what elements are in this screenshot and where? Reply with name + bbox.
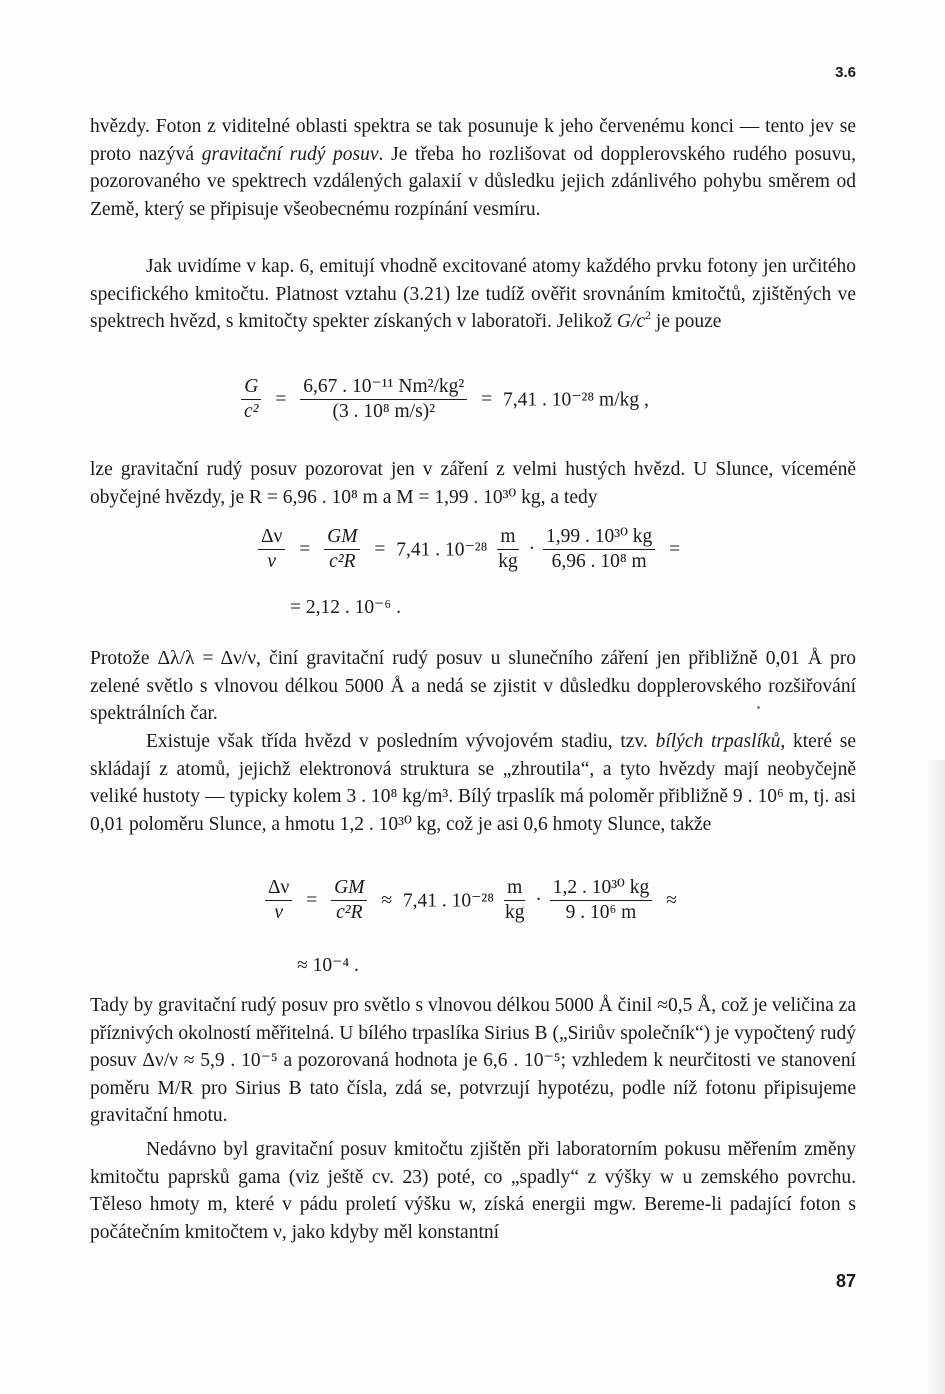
eq1-lhs-fraction: $\frac{G}{\text{c²}}$: [241, 376, 262, 423]
paragraph-7: Nedávno byl gravitační posuv kmitočtu zjištěn při laboratorním pokusu měřením změny kmitočtu paprsků gama (viz ještě cv. 23) poté, co „spadly“ z výšky w u zemského povrchu. Těleso hmoty m, které v pádu proletí výšku w, získá energii mgw. Bereme-li padající foton s počátečním kmitočtem ν, jako kdyby měl konstantní: [90, 1139, 856, 1243]
section-number: 3.6: [835, 64, 856, 81]
p2-text-a: Jak uvidíme v kap. 6, emitují vhodně excitované atomy každého prvku fotony jen určitého specifického kmitočtu. Platnost vztahu (3.21) lze tudíž ověřit srovnáním kmitočtů, zjištěných ve spektrech hvězd, s kmitočty spekter získaných v laboratoři. Jelikož: [90, 256, 856, 333]
equation-2: $\frac{\Delta\nu}{\nu}$ = $\frac{GM}{\text{c²R}}$ = 7,41 . 10⁻²⁸ $\frac{m}{kg}$ · $\frac{\text{1,99 . 10³⁰ kg}}{\text{6,96 . 10⁸ m}}$ =: [255, 526, 686, 573]
p1-emphasis: gravitační rudý posuv: [201, 143, 379, 165]
paragraph-4: Protože Δλ/λ = Δν/ν, činí gravitační rudý posuv u slunečního záření jen přibližně 0,01 Å pro zelené světlo s vlnovou délkou 5000 Å a nedá se zjistit v důsledku dopplerovského rozšiřování spektrálních čar.: [90, 648, 856, 725]
paragraph-1: [90, 113, 856, 223]
eq2-lhs-fraction: $\frac{\Delta\nu}{\nu}$: [258, 526, 285, 573]
p5-text-a: Existuje však třída hvězd v posledním vývojovém stadiu, tzv.: [146, 731, 656, 752]
p2-emphasis: G/c: [616, 311, 646, 333]
eq3-values-fraction: $\frac{\text{1,2 . 10³⁰ kg}}{\text{9 . 10⁶ m}}$: [550, 877, 653, 924]
eq2-gm-fraction: $\frac{GM}{\text{c²R}}$: [324, 526, 360, 573]
p5-emphasis: bílých trpaslíků: [655, 731, 781, 752]
p1-text-a: hvězdy. Foton z viditelné oblasti spektra se tak posunuje k jeho červenému konci — tento jev se proto nazývá: [90, 116, 856, 165]
equation-2-result: = 2,12 . 10⁻⁶ .: [290, 597, 401, 618]
eq2-unit-fraction: $\frac{m}{kg}$: [498, 526, 518, 572]
equation-3: $\frac{\Delta\nu}{\nu}$ = $\frac{GM}{\text{c²R}}$ ≈ 7,41 . 10⁻²⁸ $\frac{m}{kg}$ · $\frac{\text{1,2 . 10³⁰ kg}}{\text{9 . 10⁶ m}}$ ≈: [262, 877, 683, 924]
eq1-mid-fraction: $\frac{\text{6,67 . 10⁻¹¹ Nm²/kg²}}{\text{(3 . 10⁸ m/s)²}}$: [300, 376, 467, 423]
paragraph-2: [90, 253, 856, 336]
p1-text-b: . Je třeba ho rozlišovat od dopplerovského rudého posuvu, pozorovaného ve spektrech vzdálených galaxií v důsledku jejich zdánlivého pohybu směrem od Země, který se připisuje všeobecnému rozpínání vesmíru.: [90, 143, 856, 220]
paragraph-3: lze gravitační rudý posuv pozorovat jen v záření z velmi hustých hvězd. U Slunce, víceméně obyčejné hvězdy, je R = 6,96 . 10⁸ m a M = 1,99 . 10³⁰ kg, a tedy: [90, 459, 856, 508]
equation-1: $\frac{G}{\text{c²}}$ = $\frac{\text{6,67 . 10⁻¹¹ Nm²/kg²}}{\text{(3 . 10⁸ m/s)²}}$ = 7,41 . 10⁻²⁸ m/kg ,: [238, 376, 649, 423]
p2-superscript: 2: [645, 308, 652, 323]
eq3-lhs-fraction: $\frac{\Delta\nu}{\nu}$: [265, 877, 292, 924]
eq3-unit-fraction: $\frac{m}{kg}$: [504, 877, 525, 923]
eq2-values-fraction: $\frac{\text{1,99 . 10³⁰ kg}}{\text{6,96 . 10⁸ m}}$: [543, 526, 655, 573]
paragraph-6: Tady by gravitační rudý posuv pro světlo s vlnovou délkou 5000 Å činil ≈0,5 Å, což je veličina za příznivých okolností měřitelná. U bílého trpaslíka Sirius B („Siriův společník“) je vypočtený rudý posuv Δν/ν ≈ 5,9 . 10⁻⁵ a pozorovaná hodnota je 6,6 . 10⁻⁵; vzhledem k neurčitosti ve stanovení poměru M/R pro Sirius B tato čísla, zdá se, potvrzují hypotézu, podle níž fotonu připisujeme gravitační hmotu.: [90, 995, 856, 1127]
paragraph-5: [90, 728, 856, 838]
page-edge-shadow: [927, 760, 945, 1394]
eq1-result: 7,41 . 10⁻²⁸ m/kg ,: [503, 389, 649, 411]
page-number: 87: [835, 1271, 856, 1291]
equation-3-result: ≈ 10⁻⁴ .: [297, 955, 359, 976]
p5-text-b: , které se skládají z atomů, jejichž elektronová struktura se „zhroutila“, a tyto hvězdy mají neobyčejně veliké hustoty — typicky kolem 3 . 10⁸ kg/m³. Bílý trpaslík má poloměr přibližně 9 . 10⁶ m, tj. asi 0,01 poloměru Slunce, a hmotu 1,2 . 10³⁰ kg, což je asi 0,6 hmoty Slunce, takže: [90, 731, 856, 835]
p2-text-b: je pouze: [651, 311, 722, 333]
eq3-gm-fraction: $\frac{GM}{\text{c²R}}$: [331, 877, 367, 924]
print-speck: [757, 706, 760, 709]
